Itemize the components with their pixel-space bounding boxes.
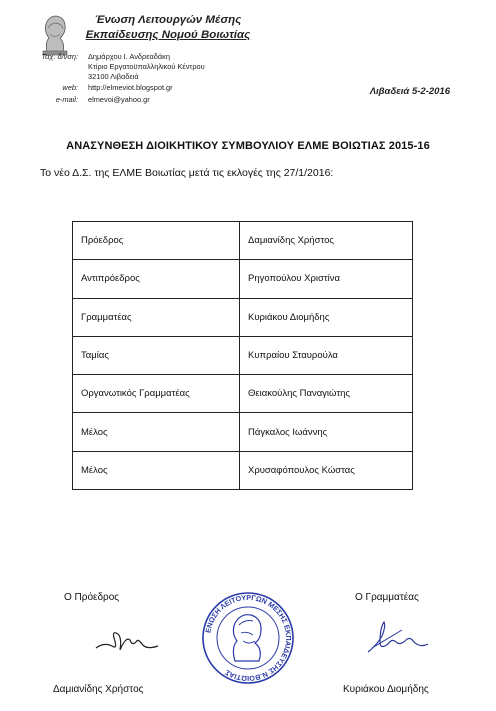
secretary-name: Κυριάκου Διομήδης xyxy=(343,684,429,695)
contact-values xyxy=(88,52,205,105)
org-line-1: Ένωση Λειτουργών Μέσης xyxy=(94,14,242,26)
table-row xyxy=(73,222,413,260)
position-cell: Οργανωτικός Γραμματέας xyxy=(73,375,240,413)
member-name-cell: Δαμιανίδης Χρήστος xyxy=(240,222,413,260)
member-name-cell: Ρηγοπούλου Χριστίνα xyxy=(240,260,413,298)
document-title: ΑΝΑΣΥΝΘΕΣΗ ΔΙΟΙΚΗΤΙΚΟΥ ΣΥΜΒΟΥΛΙΟΥ ΕΛΜΕ ΒΟΙΩΤΙΑΣ 2015-16 xyxy=(66,140,430,152)
org-line-2: Εκπαίδευσης Νομού Βοιωτίας xyxy=(85,29,251,41)
member-name-cell: Πάγκαλος Ιωάννης xyxy=(240,413,413,451)
svg-text:ΕΝΩΣΗ ΛΕΙΤΟΥΡΓΩΝ ΜΕΣΗΣ ΕΚΠΑΙΔΕ: ΕΝΩΣΗ ΛΕΙΤΟΥΡΓΩΝ ΜΕΣΗΣ ΕΚΠΑΙΔΕΥΣΗΣ Ν.ΒΟΙΩΤΙΑΣ xyxy=(203,592,294,684)
president-signature xyxy=(92,624,162,658)
contact-label: Ταχ. δ/νση: xyxy=(41,52,78,61)
member-name-cell: Χρυσαφόπουλος Κώστας xyxy=(240,451,413,489)
intro-text: Το νέο Δ.Σ. της ΕΛΜΕ Βοιωτίας μετά τις εκλογές της 27/1/2016: xyxy=(40,167,334,179)
board-table xyxy=(72,221,413,490)
member-name-cell: Κυριάκου Διομήδης xyxy=(240,298,413,336)
table-row xyxy=(73,451,413,489)
address-line: Κτίριο Εργατοϋπαλληλικού Κέντρου xyxy=(88,62,205,72)
member-name-cell: Θειακούλης Παναγιώτης xyxy=(240,375,413,413)
contact-label: web: xyxy=(62,82,78,92)
address-line: 32100 Λιβαδειά xyxy=(88,72,139,82)
association-stamp xyxy=(201,591,295,685)
contact-label: e-mail: xyxy=(55,94,78,104)
contact-label xyxy=(28,62,78,72)
organization-name xyxy=(78,13,258,43)
member-name-cell: Κυπραίου Σταυρούλα xyxy=(240,336,413,374)
document-date: Λιβαδειά 5-2-2016 xyxy=(369,86,450,97)
table-row xyxy=(73,375,413,413)
president-name: Δαμιανίδης Χρήστος xyxy=(53,684,144,695)
position-cell: Μέλος xyxy=(73,413,240,451)
position-cell: Μέλος xyxy=(73,451,240,489)
email-link[interactable]: elmevoi@yahoo.gr xyxy=(88,94,150,104)
address-line: Δημάρχου Ι. Ανδρεαδάκη xyxy=(88,52,170,61)
president-role-label: Ο Πρόεδρος xyxy=(64,592,120,603)
table-row xyxy=(73,298,413,336)
table-row xyxy=(73,413,413,451)
table-row xyxy=(73,260,413,298)
position-cell: Πρόεδρος xyxy=(73,222,240,260)
web-link[interactable]: http://elmeviot.blogspot.gr xyxy=(88,82,173,92)
table-row xyxy=(73,336,413,374)
position-cell: Ταμίας xyxy=(73,336,240,374)
secretary-role-label: Ο Γραμματέας xyxy=(355,592,419,603)
position-cell: Γραμματέας xyxy=(73,298,240,336)
position-cell: Αντιπρόεδρος xyxy=(73,260,240,298)
contact-labels xyxy=(28,52,78,105)
elme-logo-bust xyxy=(35,12,73,56)
secretary-signature xyxy=(362,618,432,658)
contact-label xyxy=(28,72,78,82)
